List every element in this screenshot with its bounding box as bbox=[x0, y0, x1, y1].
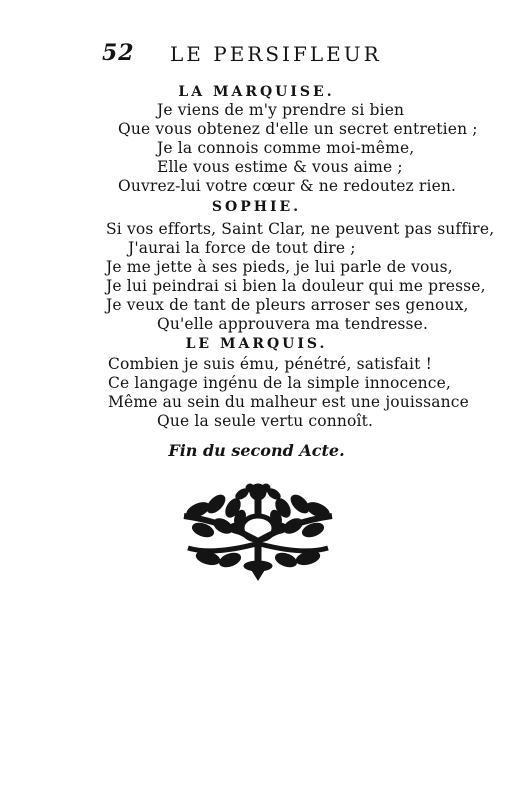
verse-line: Que vous obtenez d'elle un secret entretien ; bbox=[118, 120, 478, 138]
verse-line: Que la seule vertu connoît. bbox=[157, 412, 374, 430]
verse-line: Je la connois comme moi-même, bbox=[157, 139, 415, 157]
page-header bbox=[0, 40, 513, 70]
speaker-le-marquis: LE MARQUIS. bbox=[185, 336, 328, 352]
speaker-sophie: SOPHIE. bbox=[211, 199, 302, 215]
verse-line: Je lui peindrai si bien la douleur qui me presse, bbox=[106, 277, 486, 295]
act-end: Fin du second Acte. bbox=[168, 441, 345, 460]
page-number: 52 bbox=[102, 40, 135, 66]
verse-line: Je me jette à ses pieds, je lui parle de vous, bbox=[106, 258, 453, 276]
verse-line: J'aurai la force de tout dire ; bbox=[128, 239, 356, 257]
verse-line: Qu'elle approuvera ma tendresse. bbox=[157, 315, 429, 333]
speaker-la-marquise: LA MARQUISE. bbox=[178, 84, 335, 100]
verse-line: Combien je suis ému, pénétré, satisfait ! bbox=[108, 355, 432, 373]
verse-line: Elle vous estime & vous aime ; bbox=[157, 158, 403, 176]
floral-ornament-icon bbox=[178, 480, 338, 582]
verse-line: Je viens de m'y prendre si bien bbox=[157, 101, 405, 119]
verse-line: Ouvrez-lui votre cœur & ne redoutez rien. bbox=[118, 177, 457, 195]
verse-line: Ce langage ingénu de la simple innocence, bbox=[108, 374, 452, 392]
verse-line: Je veux de tant de pleurs arroser ses genoux, bbox=[106, 296, 469, 314]
verse-line: Même au sein du malheur est une jouissance bbox=[108, 393, 469, 411]
running-title: LE PERSIFLEUR bbox=[170, 42, 382, 66]
verse-line: Si vos efforts, Saint Clar, ne peuvent pas suffire, bbox=[106, 220, 495, 238]
